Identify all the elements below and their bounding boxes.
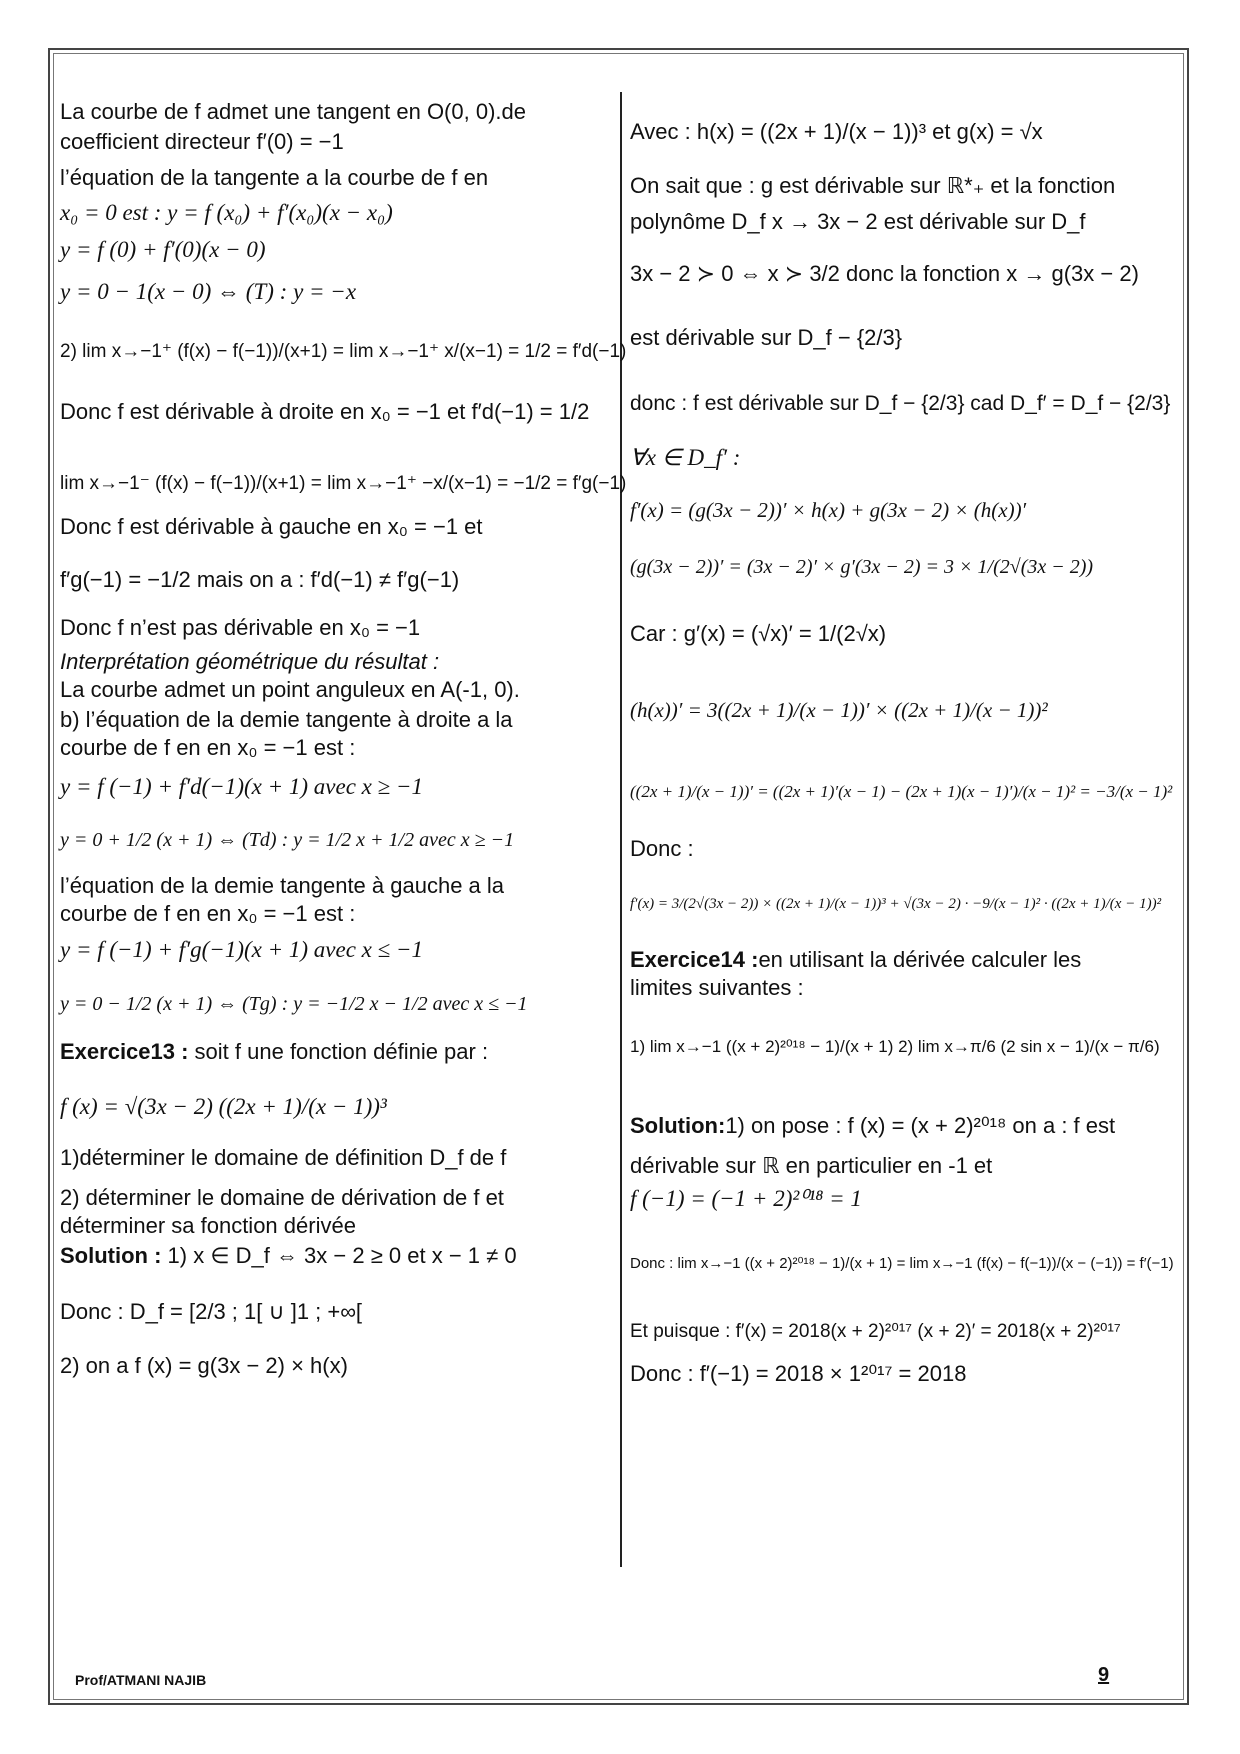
footer-author: Prof/ATMANI NAJIB [75,1672,207,1688]
text-line: Avec : h(x) = ((2x + 1)/(x − 1))³ et g(x) = √x [630,119,1043,144]
equation-line: f′(x) = 3/(2√(3x − 2)) × ((2x + 1)/(x − 1))³ + √(3x − 2) · −9/(x − 1)² · ((2x + 1)/(x − 1))² [630,896,1162,912]
section-heading: Interprétation géométrique du résultat : [60,649,440,674]
limit-line: Donc : lim x→−1 ((x + 2)²⁰¹⁸ − 1)/(x + 1) = lim x→−1 (f(x) − f(−1))/(x − (−1)) = f′(−1) [630,1255,1174,1272]
exercise-heading [60,1038,488,1066]
equation-line: (g(3x − 2))′ = (3x − 2)′ × g′(3x − 2) = 3 × 1/(2√(3x − 2)) [630,556,1094,578]
text-line: Donc f est dérivable à gauche en x₀ = −1 et [60,514,483,539]
equation-line: ((2x + 1)/(x − 1))′ = ((2x + 1)′(x − 1) − (2x + 1)(x − 1)′)/(x − 1)² = −3/(x − 1)² [630,782,1173,801]
text-line: dérivable sur ℝ en particulier en -1 et [630,1153,993,1178]
text-line: Donc f n’est pas dérivable en x₀ = −1 [60,615,421,640]
text-line: 1)déterminer le domaine de définition D_f de f [60,1145,507,1170]
solution-text: 1) on pose : f (x) = (x + 2)²⁰¹⁸ on a : f est [725,1113,1116,1138]
exercise-label: Exercice13 : [60,1039,189,1064]
text-line: l’équation de la tangente a la courbe de f en [60,165,489,190]
equation-line: y = f (−1) + f′d(−1)(x + 1) avec x ≥ −1 [60,774,424,799]
solution-label: Solution: [630,1113,726,1138]
solution-text: 1) x ∈ D_f ⇔ 3x − 2 ≥ 0 et x − 1 ≠ 0 [161,1243,517,1268]
text-line: Donc : [630,836,694,861]
equation-line: y = 0 − 1(x − 0) ⇔ (T) : y = −x [60,279,357,304]
text-line: courbe de f en en x₀ = −1 est : [60,735,356,760]
limit-line: lim x→−1⁻ (f(x) − f(−1))/(x+1) = lim x→−1⁺ −x/(x−1) = −1/2 = f′g(−1) [60,473,627,494]
column-divider [620,92,622,1567]
text-line: déterminer sa fonction dérivée [60,1213,356,1238]
exercise-heading [630,946,1081,974]
text-line: La courbe de f admet une tangent en O(0, 0).de [60,99,526,124]
equation-line: ∀x ∈ D_f′ : [630,445,741,470]
equation-line: f (x) = √(3x − 2) ((2x + 1)/(x − 1))³ [60,1094,387,1119]
equation-line: y = f (0) + f′(0)(x − 0) [60,237,266,262]
text-line: 2) déterminer le domaine de dérivation de f et [60,1185,504,1210]
text-line: Car : g′(x) = (√x)′ = 1/(2√x) [630,621,887,646]
text-line: Donc : D_f = [2/3 ; 1[ ∪ ]1 ; +∞[ [60,1299,363,1324]
text-line: donc : f est dérivable sur D_f − {2/3} cad D_f′ = D_f − {2/3} [630,392,1171,415]
equation-line: x₀ = 0 est : y = f (x₀) + f′(x₀)(x − x₀) [60,200,393,225]
equation-line: y = 0 − 1/2 (x + 1) ⇔ (Tg) : y = −1/2 x − 1/2 avec x ≤ −1 [60,993,528,1015]
text-line: Donc f est dérivable à droite en x₀ = −1 et f′d(−1) = 1/2 [60,399,590,424]
solution-heading [60,1242,517,1270]
text-line: polynôme D_f x → 3x − 2 est dérivable sur D_f [630,209,1086,234]
text-line: Donc : f′(−1) = 2018 × 1²⁰¹⁷ = 2018 [630,1361,967,1386]
text-line: limites suivantes : [630,975,804,1000]
exercise-label: Exercice14 : [630,947,759,972]
exercise-text: en utilisant la dérivée calculer les [758,947,1082,972]
text-line: coefficient directeur f′(0) = −1 [60,129,344,154]
equation-line: (h(x))′ = 3((2x + 1)/(x − 1))′ × ((2x + 1)/(x − 1))² [630,698,1048,722]
equation-line: f (−1) = (−1 + 2)²⁰¹⁸ = 1 [630,1186,862,1211]
text-line: l’équation de la demie tangente à gauche a la [60,873,505,898]
text-line: courbe de f en en x₀ = −1 est : [60,901,356,926]
limit-line: 2) lim x→−1⁺ (f(x) − f(−1))/(x+1) = lim x→−1⁺ x/(x−1) = 1/2 = f′d(−1) [60,341,627,362]
text-line: Et puisque : f′(x) = 2018(x + 2)²⁰¹⁷ (x + 2)′ = 2018(x + 2)²⁰¹⁷ [630,1321,1121,1342]
exercise-text: soit f une fonction définie par : [188,1039,489,1064]
equation-line: y = f (−1) + f′g(−1)(x + 1) avec x ≤ −1 [60,937,424,962]
equation-line: f′(x) = (g(3x − 2))′ × h(x) + g(3x − 2) × (h(x))′ [630,498,1027,522]
text-line: La courbe admet un point anguleux en A(-1, 0). [60,677,520,702]
page-number: 9 [1098,1664,1110,1686]
text-line: On sait que : g est dérivable sur ℝ*₊ et la fonction [630,173,1116,198]
solution-heading [630,1112,1115,1140]
text-line: f′g(−1) = −1/2 mais on a : f′d(−1) ≠ f′g(−1) [60,567,460,592]
text-line: 2) on a f (x) = g(3x − 2) × h(x) [60,1353,348,1378]
limit-line: 1) lim x→−1 ((x + 2)²⁰¹⁸ − 1)/(x + 1) 2) lim x→π/6 (2 sin x − 1)/(x − π/6) [630,1037,1160,1056]
equation-line: y = 0 + 1/2 (x + 1) ⇔ (Td) : y = 1/2 x + 1/2 avec x ≥ −1 [60,829,515,851]
text-line: 3x − 2 ≻ 0 ⇔ x ≻ 3/2 donc la fonction x → g(3x − 2) [630,261,1139,286]
solution-label: Solution : [60,1243,162,1268]
text-line: est dérivable sur D_f − {2/3} [630,325,903,350]
text-line: b) l’équation de la demie tangente à droite a la [60,707,513,732]
